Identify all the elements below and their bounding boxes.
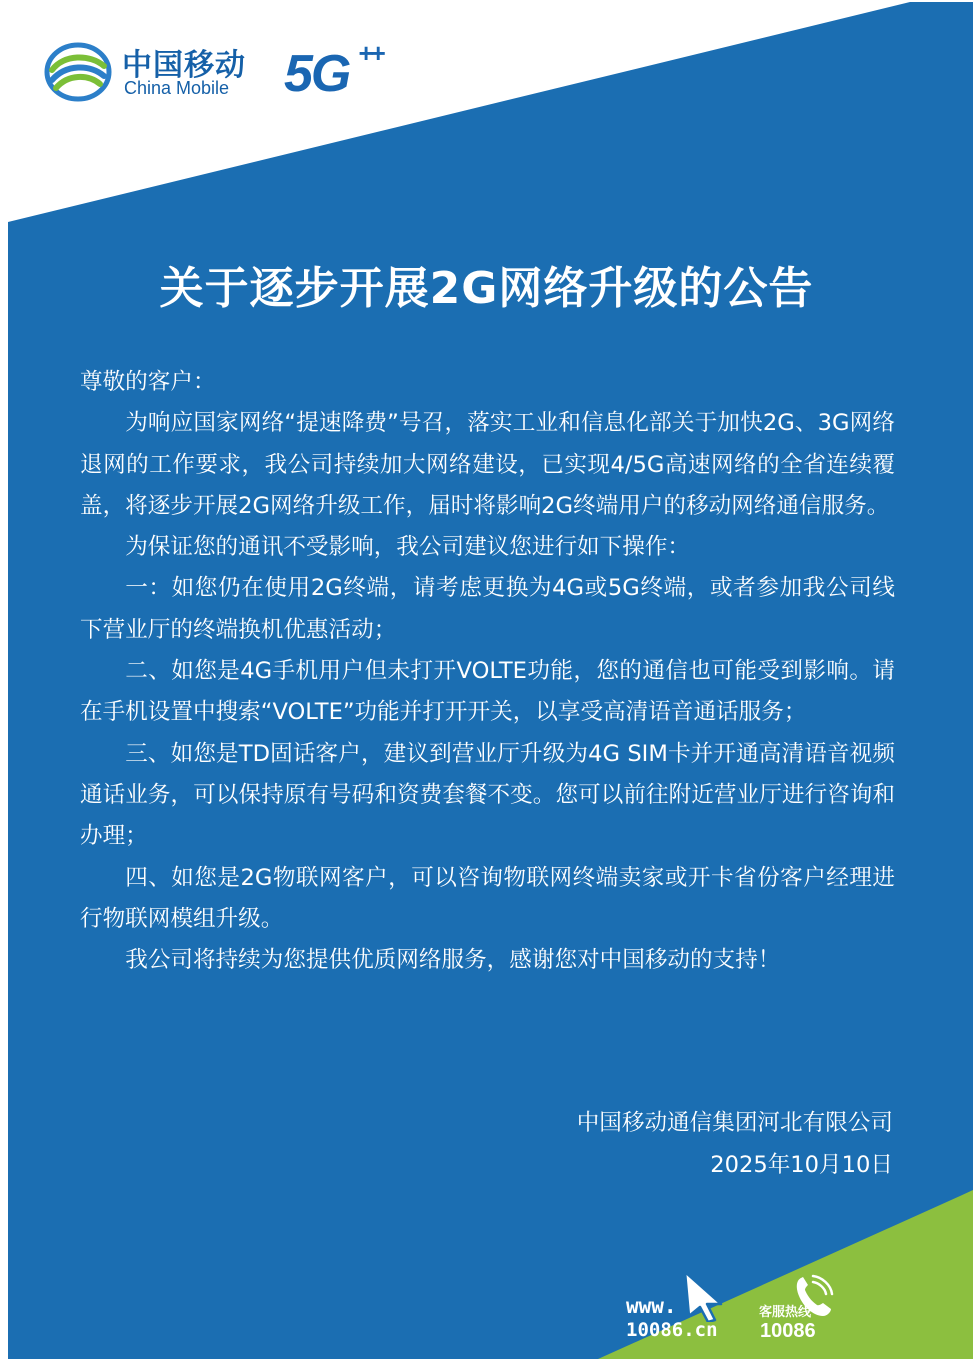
paragraph-7: 我公司将持续为您提供优质网络服务，感谢您对中国移动的支持！ [125,947,781,974]
paragraph-1: 为响应国家网络“提速降费”号召，落实工业和信息化部关于加快2G、3G网络退网的工作要求，我公司持续加大网络建设，已实现4/5G高速网络的全省连续覆盖，将逐步开展2G网络升级工作，届时将影响2G终端用户的移动网络通信服务。 [80,410,895,519]
notice-body [80,362,895,981]
salutation: 尊敬的客户： [80,369,216,395]
website-line-1: www. [626,1294,677,1318]
header-logo [44,38,404,108]
network-badge-5g: 5G [284,45,350,103]
paragraph-3: 一：如您仍在使用2G终端，请考虑更换为4G或5G终端，或者参加我公司线下营业厅的终端换机优惠活动； [80,575,895,643]
brand-name-cn: 中国移动 [122,48,246,83]
hotline-number[interactable]: 10086 [760,1320,816,1342]
cursor-arrow-icon [681,1270,729,1322]
brand-name-en: China Mobile [124,78,230,98]
paragraph-6: 四、如您是2G物联网客户，可以咨询物联网终端卖家或开卡省份客户经理进行物联网模组升级。 [80,864,895,932]
signature-date: 2025年10月10日 [710,1152,893,1178]
paragraph-5: 三、如您是TD固话客户，建议到营业厅升级为4G SIM卡并开通高清语音视频通话业务，可以保持原有号码和资费套餐不变。您可以前往附近营业厅进行咨询和办理； [80,740,895,850]
paragraph-2: 为保证您的通讯不受影响，我公司建议您进行如下操作： [125,534,691,561]
paragraph-4: 二、如您是4G手机用户但未打开VOLTE功能，您的通信也可能受到影响。请在手机设置中搜索“VOLTE”功能并打开开关，以享受高清语音通话服务； [80,658,895,726]
signature-company: 中国移动通信集团河北有限公司 [576,1110,893,1136]
signature [577,1102,893,1186]
website-line-2: 10086.cn [626,1319,718,1341]
china-mobile-logo-icon [44,40,112,104]
network-badge-plus: ++ [358,38,383,68]
notice-title: 关于逐步开展2G网络升级的公告 [159,263,814,314]
hotline-label: 客服热线 [759,1305,812,1320]
